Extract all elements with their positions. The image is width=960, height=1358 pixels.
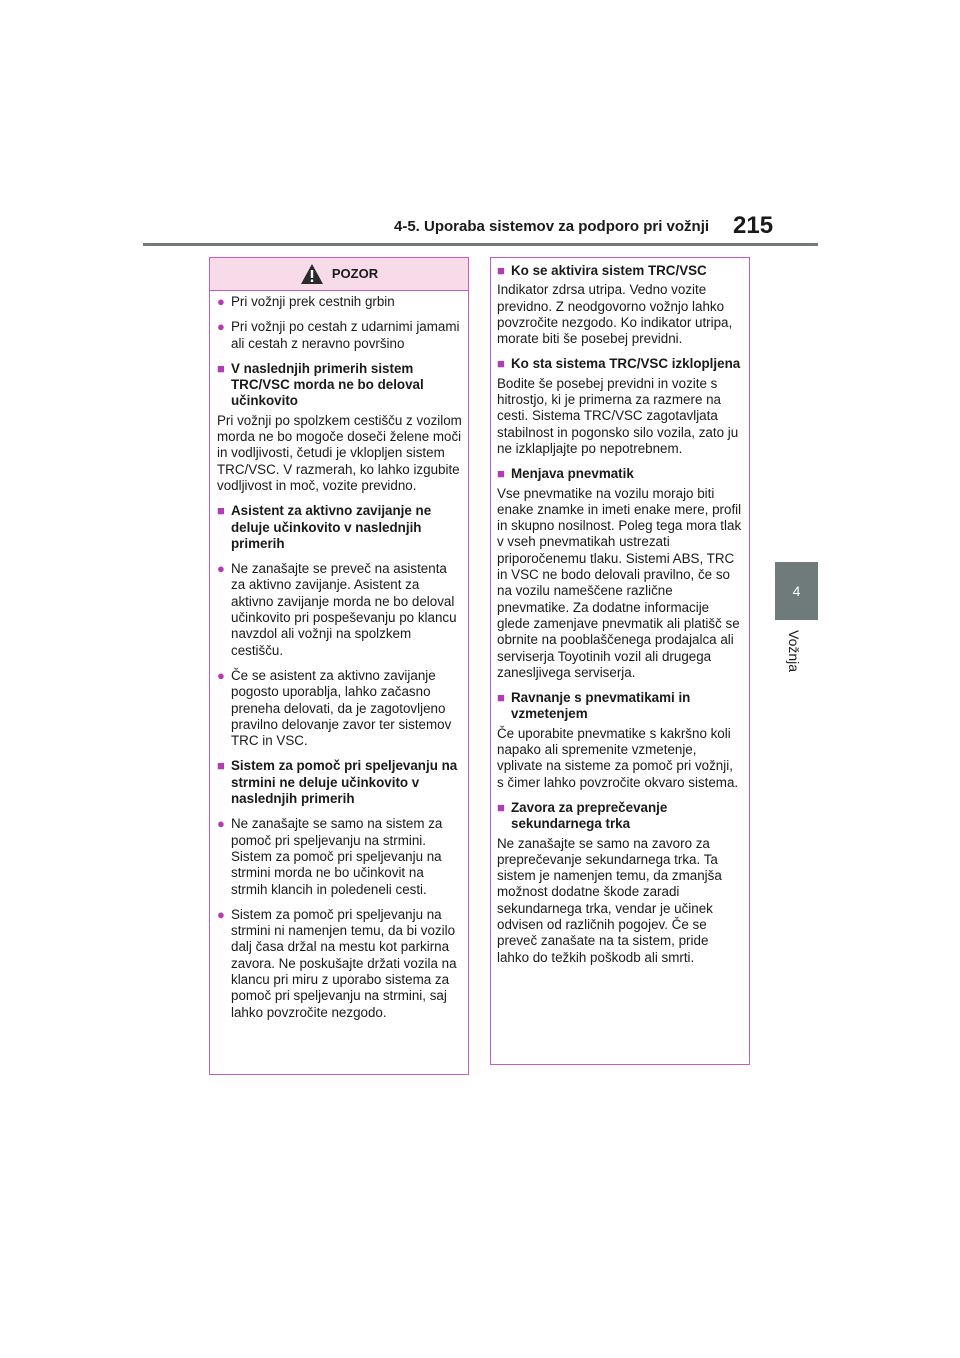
square-bullet-icon: ■ — [217, 360, 225, 376]
paragraph: Ne zanašajte se samo na zavoro za preprečevanje sekundarnega trka. Ta sistem je namenjen temu, da zmanjša možnost dodatne škode zaradi sekundarnega trka, vendar je učinek odvisen od različnih pogojev. Če se preveč zanašate na ta sistem, pride lahko do težkih poškodb ali smrti. — [497, 835, 722, 965]
bullet-text: Ne zanašajte se samo na sistem za pomoč pri speljevanju na strmini. Sistem za pomoč pri speljevanju na strmini morda ne bo učinkovit na strmih klancih in poledeneli cesti. — [231, 816, 443, 897]
continuation-box — [490, 257, 750, 1065]
bullet-item — [217, 561, 462, 659]
bullet-text: Pri vožnji po cestah z udarnimi jamami ali cestah z neravno površino — [231, 319, 460, 351]
square-bullet-icon: ■ — [497, 263, 505, 278]
header-rule — [143, 243, 818, 246]
chapter-tab — [775, 562, 818, 620]
chapter-label: Vožnja — [786, 630, 802, 673]
bullet-item — [217, 668, 462, 749]
subheading-text: Menjava pnevmatik — [511, 466, 634, 482]
round-bullet-icon: ● — [217, 319, 225, 335]
subheading — [497, 800, 742, 833]
subheading — [217, 503, 462, 552]
paragraph: Indikator zdrsa utripa. Vedno vozite previdno. Z neodgovorno vožnjo lahko povzročite nezgodo. Ko indikator utripa, morate biti še posebej previdni. — [497, 282, 733, 347]
caution-box-header — [210, 258, 468, 291]
subheading-text: Ravnanje s pnevmatikami in vzmetenjem — [511, 690, 691, 722]
subheading-text: Ko sta sistema TRC/VSC izklopljena — [511, 356, 741, 372]
round-bullet-icon: ● — [217, 561, 225, 577]
subheading — [217, 361, 462, 410]
square-bullet-icon: ■ — [497, 799, 505, 815]
paragraph: Bodite še posebej previdni in vozite s hitrostjo, ki je primerna za razmere na cesti. Sistema TRC/VSC zagotavljata stabilnost in pogonsko silo vozila, zato ju ne izklapljajte po nepotrebnem. — [497, 375, 739, 456]
round-bullet-icon: ● — [217, 906, 225, 922]
caution-box-body — [210, 291, 468, 1021]
subheading — [497, 263, 742, 279]
square-bullet-icon: ■ — [497, 356, 505, 372]
square-bullet-icon: ■ — [497, 690, 505, 706]
subheading — [217, 758, 462, 807]
square-bullet-icon: ■ — [497, 466, 505, 482]
page-number: 215 — [733, 212, 774, 239]
round-bullet-icon: ● — [217, 294, 225, 309]
bullet-text: Ne zanašajte se preveč na asistenta za aktivno zavijanje. Asistent za aktivno zavijanje morda ne bo deloval učinkovito pri pospeševanju po klancu navzdol ali vožnji na spolzkem cestišču. — [231, 561, 457, 658]
round-bullet-icon: ● — [217, 816, 225, 832]
paragraph: Vse pnevmatike na vozilu morajo biti enake znamke in imeti enake mere, profil in skupno nosilnost. Poleg tega mora tlak v vseh pnevmatikah ustrezati priporočenemu tlaku. Sistemi ABS, TRC in VSC ne bodo delovali pravilno, če so na vozilu nameščene različne pnevmatike. Za dodatne informacije glede zamenjave pnevmatik ali platišč se obrnite na pooblaščenega prodajalca ali serviserja Toyotinih vozil ali drugega zanesljivega serviserja. — [497, 485, 742, 680]
subheading-text: Sistem za pomoč pri speljevanju na strmini ne deluje učinkovito v naslednjih primerih — [231, 758, 458, 807]
bullet-text: Če se asistent za aktivno zavijanje pogosto uporablja, lahko začasno preneha delovati, da je zagotovljeno pravilno delovanje zavor ter sistemov TRC in VSC. — [231, 667, 452, 749]
bullet-item — [217, 907, 462, 1021]
subheading-text: Ko se aktivira sistem TRC/VSC — [511, 263, 707, 278]
round-bullet-icon: ● — [217, 667, 225, 683]
subheading-text: Asistent za aktivno zavijanje ne deluje učinkovito v naslednjih primerih — [231, 503, 432, 551]
warning-triangle-icon — [300, 263, 324, 285]
caution-title: POZOR — [331, 265, 379, 281]
bullet-item — [217, 294, 462, 310]
caution-box — [209, 257, 469, 1075]
bullet-text: Sistem za pomoč pri speljevanju na strmini ni namenjen temu, da bi vozilo dalj časa držal na mestu kot parkirna zavora. Ne poskušajte držati vozila na klancu pri miru z uporabo sistema za pomoč pri speljevanju na strmini, saj lahko povzročite nezgodo. — [231, 906, 457, 1020]
square-bullet-icon: ■ — [217, 503, 225, 519]
paragraph: Pri vožnji po spolzkem cestišču z vozilom morda ne bo mogoče doseči želene moči in vodljivosti, četudi je vklopljen sistem TRC/VSC. V razmerah, ko lahko izgubite vodljivost in moč, vozite previdno. — [217, 412, 462, 493]
bullet-item — [217, 816, 462, 897]
subheading — [497, 466, 742, 482]
bullet-text: Pri vožnji prek cestnih grbin — [231, 294, 395, 309]
chapter-number: 4 — [792, 583, 801, 599]
subheading-text: V naslednjih primerih sistem TRC/VSC morda ne bo deloval učinkovito — [231, 360, 424, 409]
paragraph: Če uporabite pnevmatike s kakršno koli napako ali spremenite vzmetenje, vplivate na sisteme za pomoč pri vožnji, s čimer lahko povzročite okvaro sistema. — [497, 725, 739, 790]
square-bullet-icon: ■ — [217, 758, 225, 774]
bullet-item — [217, 319, 462, 352]
subheading — [497, 356, 742, 372]
subheading-text: Zavora za preprečevanje sekundarnega trka — [511, 799, 668, 832]
section-title: 4-5. Uporaba sistemov za podporo pri vožnji — [394, 218, 710, 235]
subheading — [497, 690, 742, 723]
